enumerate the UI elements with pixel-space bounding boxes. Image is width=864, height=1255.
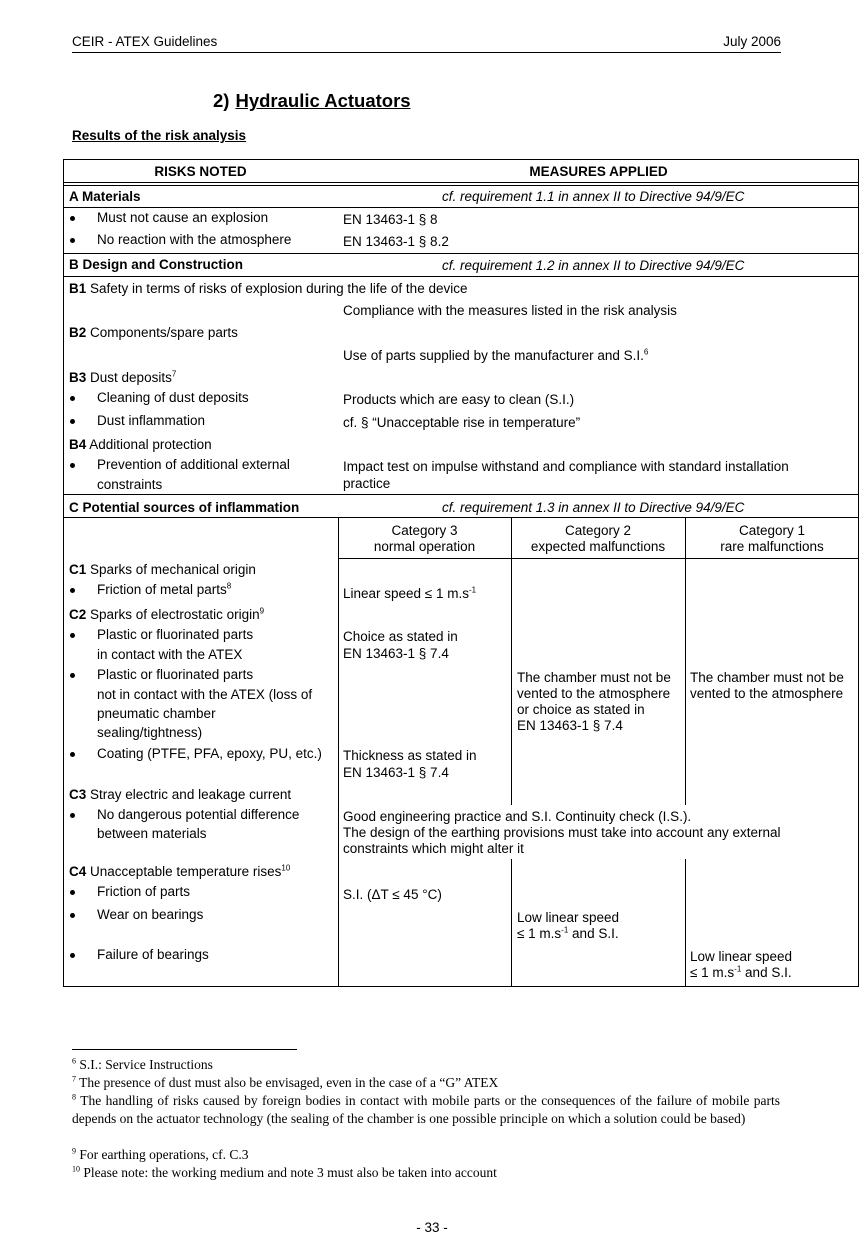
c2-risk-1a: Plastic or fluorinated parts	[97, 627, 254, 642]
c4-code: C4	[69, 864, 87, 879]
a-measure-1: EN 13463-1 § 8	[343, 212, 438, 227]
column-header-risks: RISKS NOTED	[154, 164, 247, 179]
section-b-heading: B Design and Construction	[69, 257, 244, 272]
section-number: 2)	[213, 90, 230, 111]
footnote-text: Please note: the working medium and note 3 must also be taken into account	[83, 1165, 497, 1180]
c2-measure-3b: EN 13463-1 § 7.4	[343, 765, 449, 780]
c1-row	[69, 562, 256, 578]
c2-cat2-line-3: or choice as stated in	[517, 702, 645, 717]
b2-measure-text: Use of parts supplied by the manufacturer and S.I.	[343, 348, 644, 363]
section-title-text: Hydraulic Actuators	[235, 90, 411, 111]
cat2-subtitle: expected malfunctions	[530, 539, 666, 554]
c4-cat2-speed: ≤ 1 m.s	[517, 926, 562, 941]
c2-risk-2a: Plastic or fluorinated parts	[97, 667, 254, 682]
c4-cat2-si: and S.I.	[568, 926, 619, 941]
b1-code: B1	[69, 281, 87, 296]
c4-row	[69, 864, 290, 880]
header-date: July 2006	[723, 34, 781, 49]
cat1-left-border-lower	[685, 859, 686, 986]
c3-measure-1c: constraints which might alter it	[343, 841, 524, 856]
c4-cat1-line-2	[690, 965, 792, 981]
c3-code: C3	[69, 787, 87, 802]
c4-cat2-line-2	[517, 926, 619, 942]
footnote-ref: 10	[281, 863, 291, 873]
footnote-10	[72, 1164, 780, 1182]
bullet	[70, 953, 75, 958]
footnote-ref: 6	[643, 347, 649, 357]
c1-text: Sparks of mechanical origin	[90, 562, 256, 577]
cat3-left-border	[338, 517, 339, 986]
header-divider-2	[63, 185, 338, 186]
b4-code: B4	[69, 437, 87, 452]
cat3-subtitle: normal operation	[373, 539, 476, 554]
b2-row	[69, 325, 238, 341]
c4-cat1-speed: ≤ 1 m.s	[690, 965, 735, 980]
table-top-border	[63, 159, 859, 160]
c2-measure-1b: EN 13463-1 § 7.4	[343, 646, 449, 661]
c3-measure-1a: Good engineering practice and S.I. Continuity check (I.S.).	[343, 809, 692, 824]
c4-cat1-si: and S.I.	[741, 965, 792, 980]
footnote-text: For earthing operations, cf. C.3	[79, 1147, 249, 1162]
subtitle: Results of the risk analysis	[72, 128, 247, 143]
b2-measure	[343, 348, 648, 364]
divider	[63, 517, 859, 518]
b4-measure-1a: Impact test on impulse withstand and compliance with standard installation	[343, 459, 789, 474]
c4-cat1-line-1: Low linear speed	[690, 949, 793, 964]
c1-risk-1-text: Friction of metal parts	[97, 582, 227, 597]
b1-measure: Compliance with the measures listed in the risk analysis	[343, 303, 677, 318]
cat2-left-border-lower	[511, 859, 512, 986]
cat1-subtitle: rare malfunctions	[720, 539, 824, 554]
a-risk-2: No reaction with the atmosphere	[97, 232, 292, 247]
column-header-measures: MEASURES APPLIED	[529, 164, 668, 179]
c2-measure-1a: Choice as stated in	[343, 629, 458, 644]
footnote-6	[72, 1056, 780, 1074]
bullet	[70, 633, 75, 638]
c2-risk-2d: sealing/tightness)	[97, 725, 203, 740]
c4-risk-3: Failure of bearings	[97, 947, 209, 962]
a-risk-1: Must not cause an explosion	[97, 210, 269, 225]
table-right-border	[858, 159, 859, 987]
a-measure-2: EN 13463-1 § 8.2	[343, 234, 449, 249]
footnote-number: 6	[72, 1056, 76, 1066]
section-c-heading: C Potential sources of inflammation	[69, 500, 300, 515]
c2-risk-3: Coating (PTFE, PFA, epoxy, PU, etc.)	[97, 746, 322, 761]
c2-code: C2	[69, 607, 87, 622]
risk-table	[63, 159, 859, 987]
cat3-title: Category 3	[391, 523, 458, 538]
cat2-title: Category 2	[564, 523, 632, 538]
footnote-8	[72, 1092, 780, 1128]
b3-risk-1: Cleaning of dust deposits	[97, 390, 249, 405]
bullet	[70, 813, 75, 818]
c1-measure-1	[343, 586, 476, 602]
b4-risk-1a: Prevention of additional external	[97, 457, 290, 472]
bullet	[70, 419, 75, 424]
c4-risk-1: Friction of parts	[97, 884, 191, 899]
c3-measure-1b: The design of the earthing provisions must take into account any external	[343, 825, 781, 840]
footnote-number: 8	[72, 1092, 76, 1102]
cat2-left-border	[511, 558, 512, 805]
c3-row	[69, 787, 291, 803]
footnote-number: 9	[72, 1146, 76, 1156]
page-number: - 33 -	[416, 1220, 448, 1235]
footnote-text: The handling of risks caused by foreign bodies in contact with mobile parts or the consequences of the failure of mobile parts depends on the actuator technology (the sealing of the chamber is one possible principle on which a solution could be based)	[72, 1093, 780, 1126]
bullet	[70, 463, 75, 468]
divider	[63, 276, 859, 277]
bullet	[70, 216, 75, 221]
divider	[63, 207, 859, 208]
divider	[63, 253, 859, 254]
bullet	[70, 913, 75, 918]
b3-text: Dust deposits	[90, 370, 172, 385]
c2-measure-3a: Thickness as stated in	[343, 748, 477, 763]
cat1-title: Category 1	[738, 523, 806, 538]
c2-risk-2c: pneumatic chamber	[97, 706, 216, 721]
cat1-left-border	[685, 558, 686, 805]
b3-measure-2: cf. § “Unacceptable rise in temperature”	[343, 415, 581, 430]
b2-code: B2	[69, 325, 87, 340]
b4-risk-1b: constraints	[97, 477, 163, 492]
header-divider-3	[338, 185, 859, 186]
c3-text: Stray electric and leakage current	[90, 787, 292, 802]
b3-code: B3	[69, 370, 87, 385]
c2-row	[69, 607, 264, 623]
category-divider	[338, 558, 859, 559]
header-left: CEIR - ATEX Guidelines	[72, 34, 218, 49]
b1-row	[69, 281, 467, 297]
c1-code: C1	[69, 562, 87, 577]
bullet	[70, 588, 75, 593]
c2-cat2-line-2: vented to the atmosphere	[517, 686, 671, 701]
c2-cat2-line-1: The chamber must not be	[517, 670, 671, 685]
bullet	[70, 396, 75, 401]
bullet	[70, 238, 75, 243]
unit-exponent: -1	[734, 964, 742, 974]
c4-cat2-line-1: Low linear speed	[517, 910, 620, 925]
section-a-ref: cf. requirement 1.1 in annex II to Directive 94/9/EC	[442, 189, 745, 204]
divider	[63, 494, 859, 495]
c2-risk-2b: not in contact with the ATEX (loss of	[97, 687, 313, 702]
c1-risk-1	[97, 582, 231, 598]
running-header	[72, 34, 781, 53]
section-b-ref: cf. requirement 1.2 in annex II to Directive 94/9/EC	[442, 258, 745, 273]
c2-risk-1b: in contact with the ATEX	[97, 647, 243, 662]
unit-exponent: -1	[561, 925, 569, 935]
c4-measure-1: S.I. (ΔT ≤ 45 °C)	[343, 887, 442, 902]
b4-row	[69, 437, 212, 453]
b3-risk-2: Dust inflammation	[97, 413, 206, 428]
footnote-number: 10	[72, 1164, 80, 1174]
b2-text: Components/spare parts	[90, 325, 238, 340]
c2-cat2-line-4: EN 13463-1 § 7.4	[517, 718, 623, 733]
c3-risk-1b: between materials	[97, 826, 207, 841]
b4-measure-1b: practice	[343, 476, 391, 491]
unit-exponent: -1	[468, 585, 477, 595]
footnote-text: S.I.: Service Instructions	[79, 1057, 213, 1072]
footnote-9	[72, 1146, 780, 1164]
bullet	[70, 890, 75, 895]
bullet	[70, 752, 75, 757]
c4-text: Unacceptable temperature rises	[90, 864, 282, 879]
c4-risk-2: Wear on bearings	[97, 907, 204, 922]
b4-text: Additional protection	[89, 437, 212, 452]
b3-row	[69, 370, 176, 386]
footnote-text: The presence of dust must also be envisaged, even in the case of a “G” ATEX	[79, 1075, 499, 1090]
header-divider-1	[63, 182, 859, 183]
b3-measure-1: Products which are easy to clean (S.I.)	[343, 392, 575, 407]
section-title	[213, 90, 411, 112]
c2-cat1-line-2: vented to the atmosphere	[690, 686, 844, 701]
footnote-number: 7	[72, 1074, 76, 1084]
section-a-heading: A Materials	[69, 189, 141, 204]
c2-text: Sparks of electrostatic origin	[90, 607, 260, 622]
c3-risk-1a: No dangerous potential difference	[97, 807, 300, 822]
table-left-border	[63, 159, 64, 987]
footnote-ref: 9	[259, 606, 265, 616]
footnote-rule	[72, 1049, 297, 1050]
bullet	[70, 673, 75, 678]
table-bottom-border	[63, 986, 859, 987]
footnote-ref: 8	[226, 581, 232, 591]
section-c-ref: cf. requirement 1.3 in annex II to Directive 94/9/EC	[442, 500, 745, 515]
b1-text: Safety in terms of risks of explosion during the life of the device	[90, 281, 468, 296]
c2-cat1-line-1: The chamber must not be	[690, 670, 844, 685]
footnote-ref: 7	[171, 369, 177, 379]
footnote-7	[72, 1074, 780, 1092]
c1-measure-1-text: Linear speed ≤ 1 m.s	[343, 586, 469, 601]
